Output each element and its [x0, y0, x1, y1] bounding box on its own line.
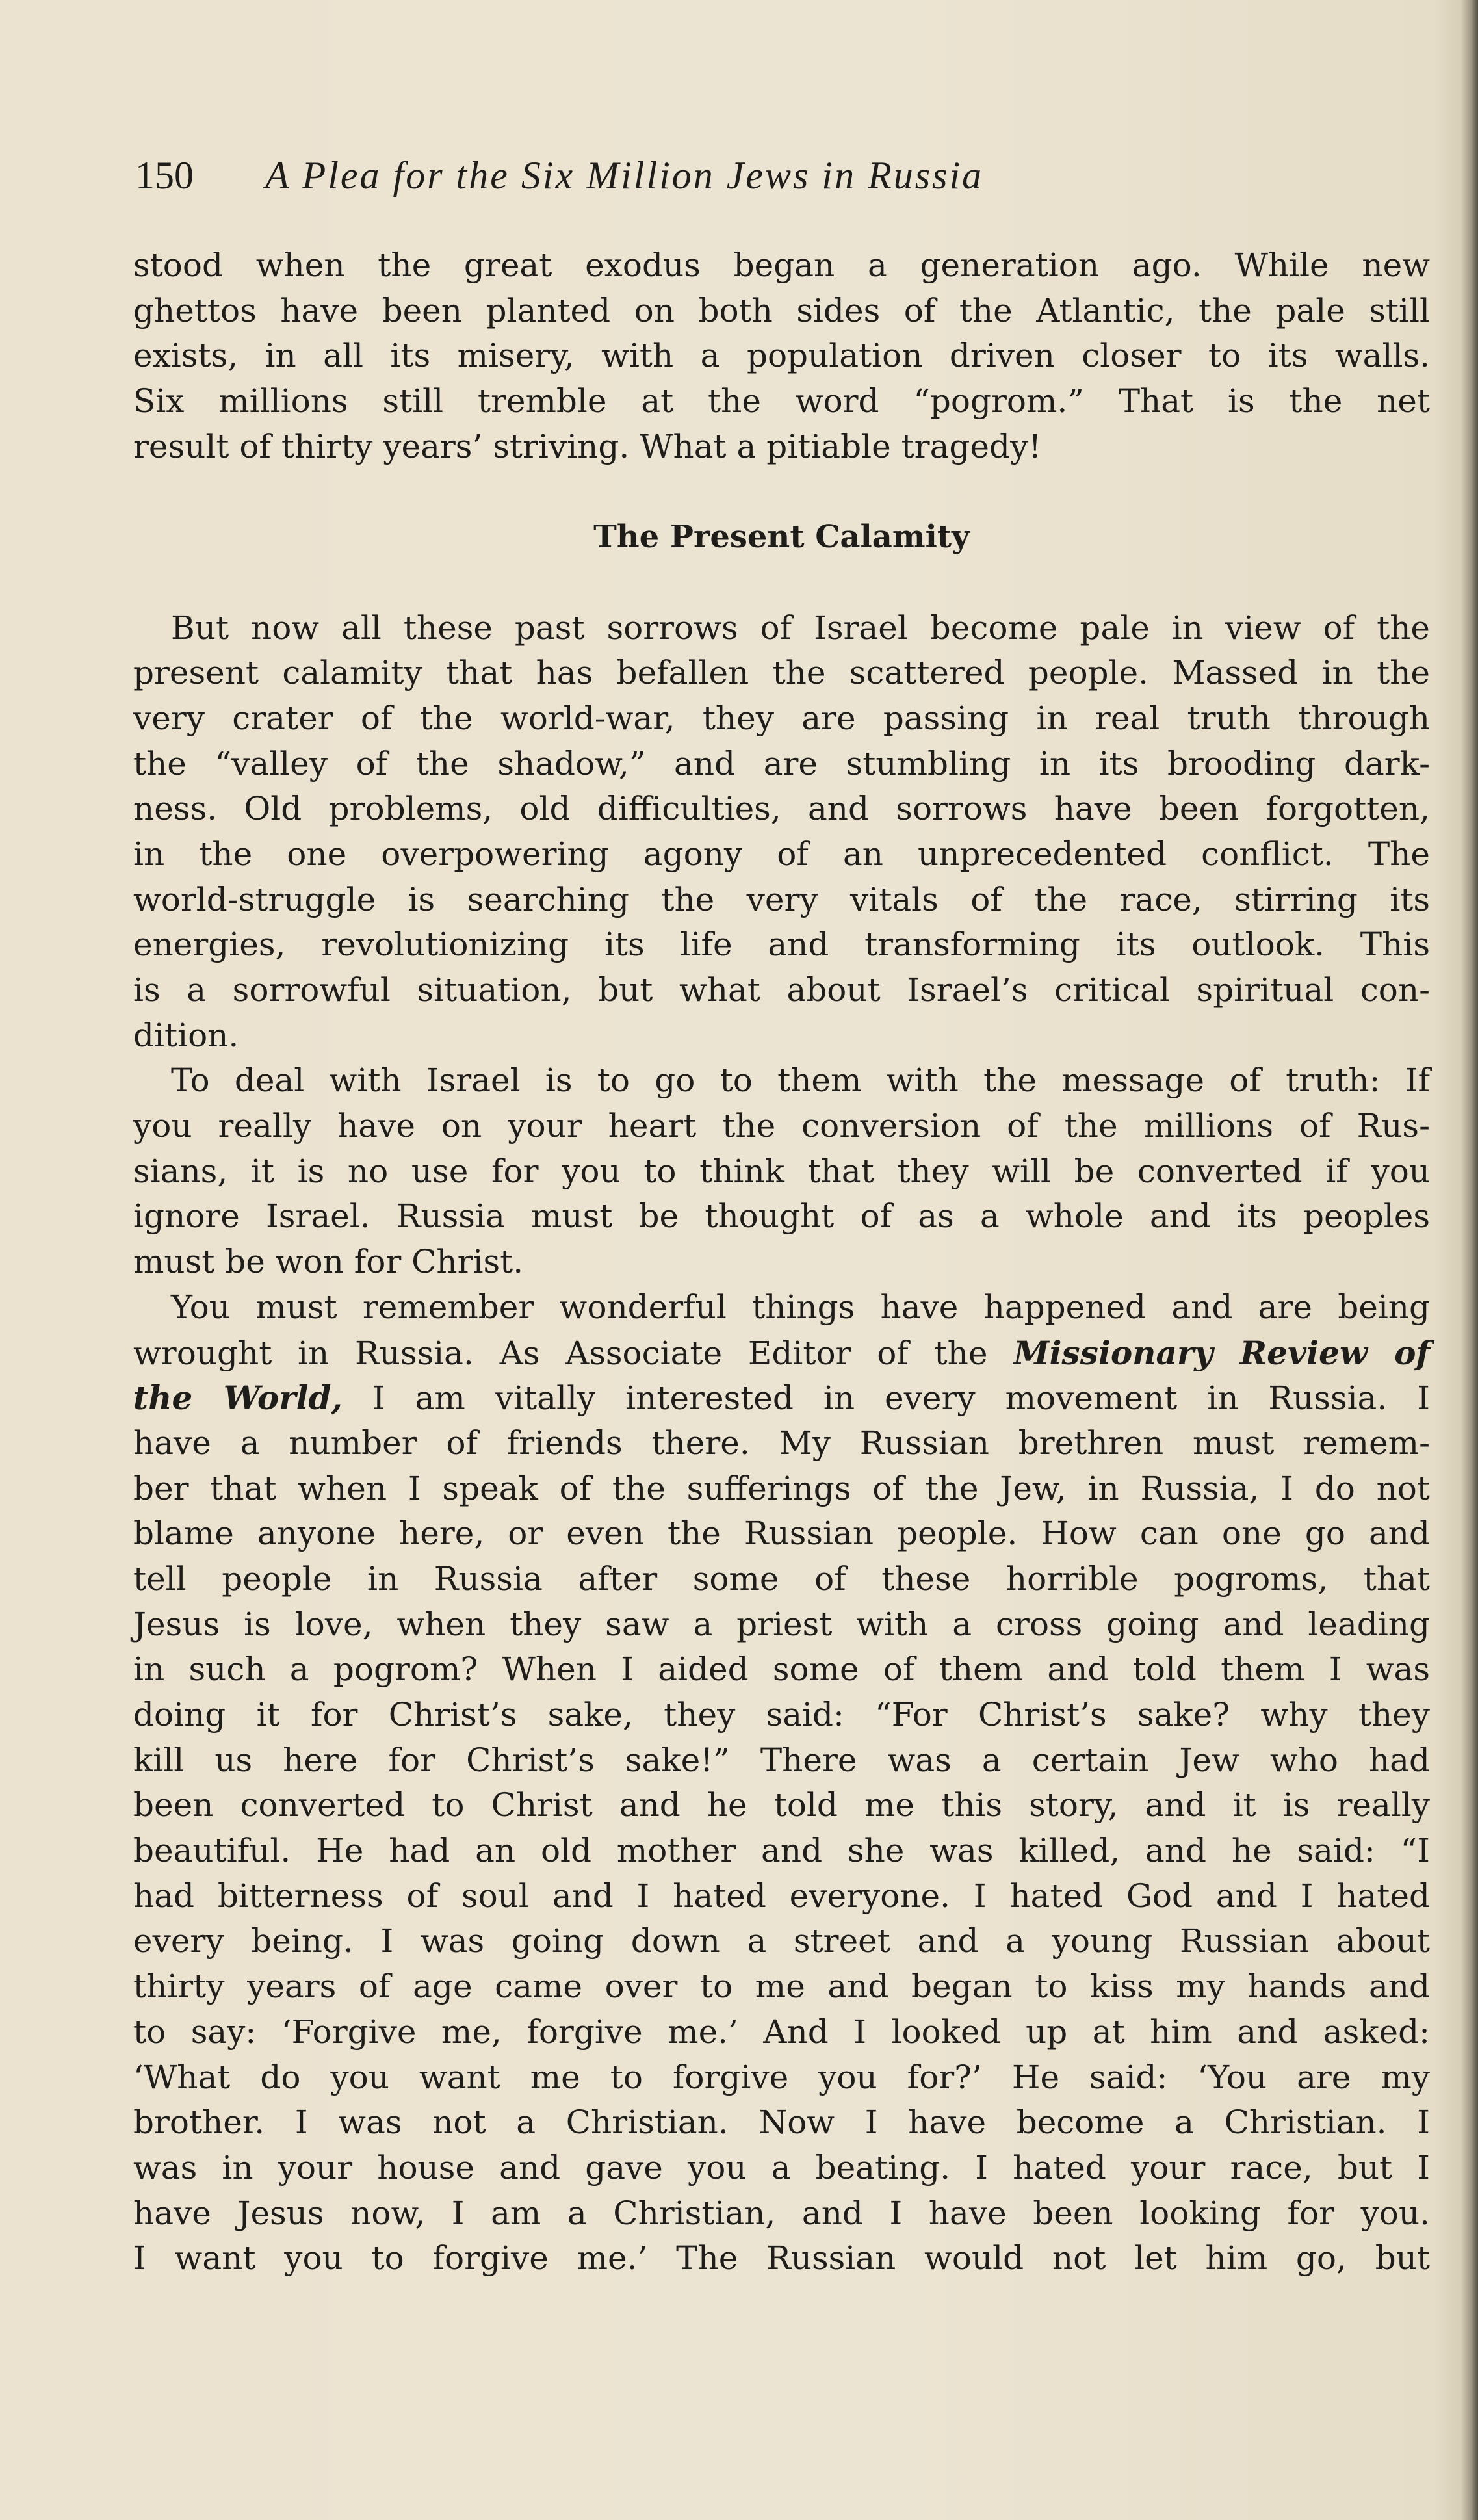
text-line: stood when the great exodus began a generation ago. While new: [133, 246, 1430, 284]
text-line: I want you to forgive me.’ The Russian would not let him go, but: [133, 2239, 1430, 2278]
text-line: exists, in all its misery, with a population driven closer to its walls.: [133, 337, 1430, 375]
italic-title-run: the World,: [133, 1379, 343, 1418]
text-line: ghettos have been planted on both sides of the Atlantic, the pale still: [133, 291, 1430, 330]
text-line: [133, 1331, 1430, 1376]
text-run: wrought in Russia. As Associate Editor of the: [133, 1334, 988, 1372]
text-line: very crater of the world-war, they are passing in real truth through: [133, 699, 1430, 737]
text-line: you really have on your heart the conversion of the millions of Rus-: [133, 1107, 1430, 1145]
text-line: thirty years of age came over to me and began to kiss my hands and: [133, 1968, 1430, 2006]
text-line: You must remember wonderful things have happened and are being: [171, 1288, 1430, 1326]
text-line: beautiful. He had an old mother and she was killed, and he said: “I: [133, 1832, 1430, 1870]
text-line: to say: ‘Forgive me, forgive me.’ And I looked up at him and asked:: [133, 2012, 1430, 2051]
text-line: Jesus is love, when they saw a priest with a cross going and leading: [133, 1605, 1430, 1643]
text-run: I am vitally interested in every movement in Russia. I: [372, 1379, 1430, 1418]
text-line: had bitterness of soul and I hated everyone. I hated God and I hated: [133, 1877, 1430, 1915]
text-line: energies, revolutionizing its life and transforming its outlook. This: [133, 926, 1430, 964]
text-line: To deal with Israel is to go to them with the message of truth: If: [171, 1061, 1430, 1100]
text-line: the “valley of the shadow,” and are stumbling in its brooding dark-: [133, 744, 1430, 783]
page-number: 150: [135, 154, 194, 197]
text-line: present calamity that has befallen the scattered people. Massed in the: [133, 654, 1430, 692]
body-text: [133, 243, 1430, 2281]
text-line: must be won for Christ.: [133, 1243, 524, 1281]
text-line: in the one overpowering agony of an unprecedented conflict. The: [133, 835, 1430, 873]
text-line: sians, it is no use for you to think that they will be converted if you: [133, 1152, 1430, 1190]
text-line: ber that when I speak of the sufferings of the Jew, in Russia, I do not: [133, 1469, 1430, 1507]
text-line: ness. Old problems, old difficulties, and sorrows have been forgotten,: [133, 790, 1430, 828]
text-line: have Jesus now, I am a Christian, and I have been looking for you.: [133, 2194, 1430, 2232]
text-line: result of thirty years’ striving. What a pitiable tragedy!: [133, 427, 1042, 465]
text-line: was in your house and gave you a beating. I hated your race, but I: [133, 2148, 1430, 2187]
text-line: brother. I was not a Christian. Now I have become a Christian. I: [133, 2103, 1430, 2142]
text-line: Six millions still tremble at the word “pogrom.” That is the net: [133, 382, 1430, 421]
text-line: is a sorrowful situation, but what about Israel’s critical spiritual con-: [133, 971, 1430, 1009]
text-line: ‘What do you want me to forgive you for?’ He said: ‘You are my: [133, 2058, 1430, 2096]
running-head: [135, 146, 1240, 205]
text-line: [133, 1375, 1430, 1421]
text-line: every being. I was going down a street and a young Russian about: [133, 1922, 1430, 1960]
text-line: But now all these past sorrows of Israel become pale in view of the: [171, 608, 1430, 647]
italic-title-run: Missionary Review of: [1013, 1333, 1430, 1372]
running-title: A Plea for the Six Million Jews in Russia: [265, 154, 984, 197]
text-line: doing it for Christ’s sake, they said: “For Christ’s sake? why they: [133, 1696, 1430, 1734]
text-line: blame anyone here, or even the Russian people. How can one go and: [133, 1514, 1430, 1553]
section-heading: The Present Calamity: [593, 519, 970, 556]
text-line: in such a pogrom? When I aided some of them and told them I was: [133, 1650, 1430, 1689]
text-line: tell people in Russia after some of these horrible pogroms, that: [133, 1559, 1430, 1598]
text-line: been converted to Christ and he told me this story, and it is really: [133, 1786, 1430, 1825]
page-gutter-shadow: [1461, 0, 1478, 2520]
text-line: kill us here for Christ’s sake!” There was a certain Jew who had: [133, 1741, 1430, 1779]
text-line: have a number of friends there. My Russian brethren must remem-: [133, 1423, 1430, 1462]
text-line: ignore Israel. Russia must be thought of as a whole and its peoples: [133, 1197, 1430, 1236]
text-line: dition.: [133, 1016, 239, 1054]
text-line: world-struggle is searching the very vitals of the race, stirring its: [133, 880, 1430, 918]
